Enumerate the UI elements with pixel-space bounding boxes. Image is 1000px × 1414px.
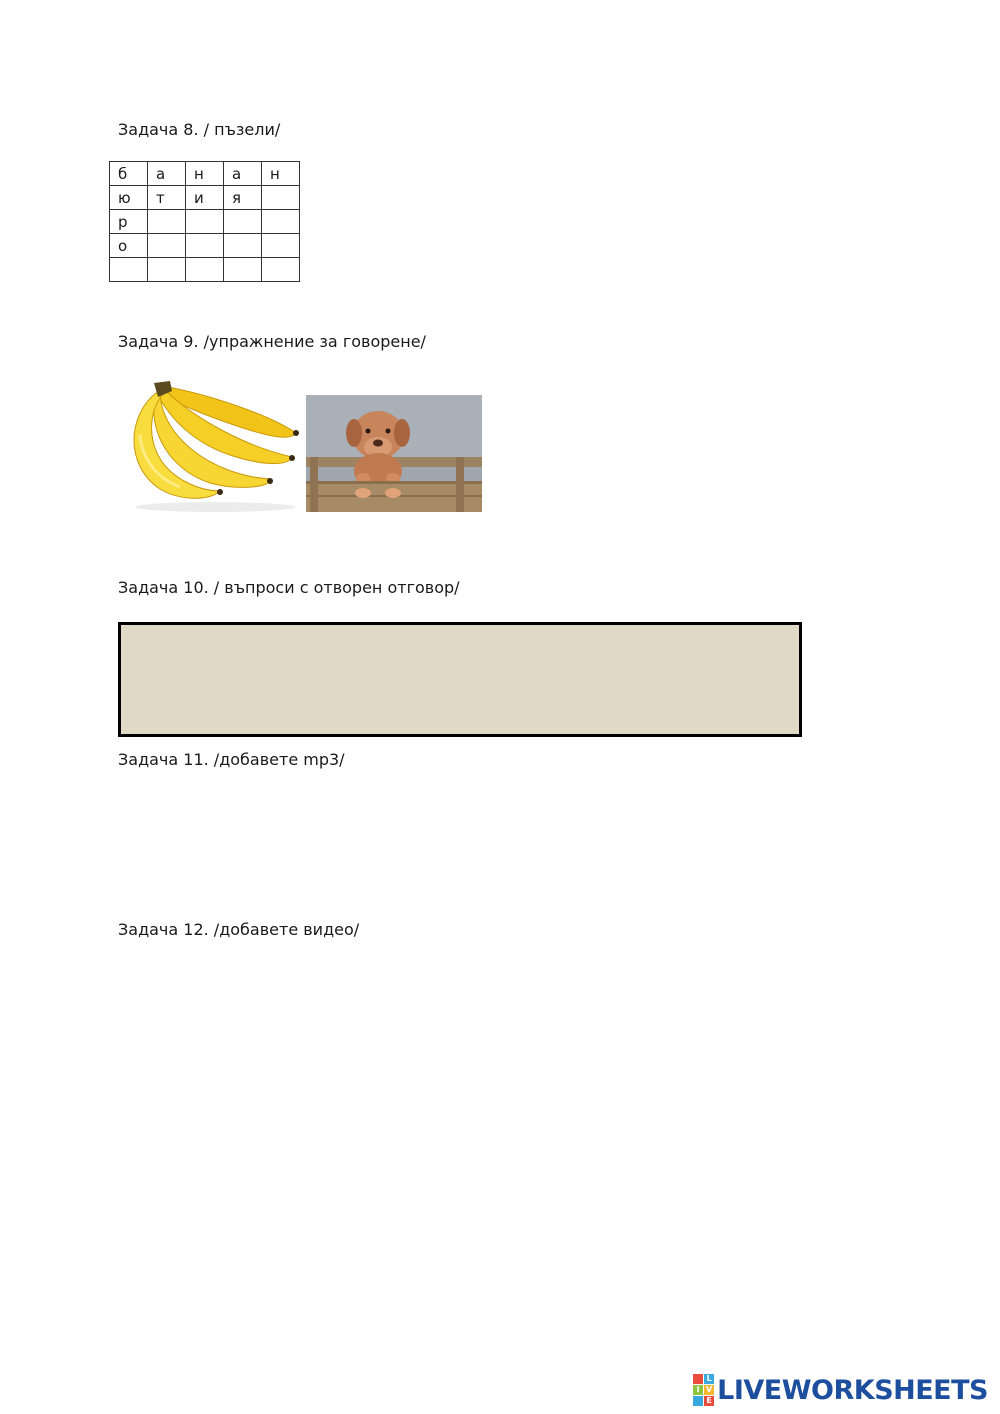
- puzzle-cell[interactable]: о: [110, 234, 148, 258]
- liveworksheets-logo-icon: [693, 1374, 714, 1406]
- puzzle-cell[interactable]: ю: [110, 186, 148, 210]
- task-8-title: Задача 8. / пъзели/: [118, 120, 281, 139]
- logo-letter: L: [704, 1374, 714, 1384]
- puzzle-cell[interactable]: [224, 258, 262, 282]
- puzzle-cell[interactable]: [224, 234, 262, 258]
- puzzle-cell[interactable]: н: [186, 162, 224, 186]
- puzzle-cell[interactable]: [262, 186, 300, 210]
- open-answer-box[interactable]: [118, 622, 802, 737]
- puzzle-cell[interactable]: [148, 258, 186, 282]
- puzzle-cell[interactable]: и: [186, 186, 224, 210]
- puzzle-cell[interactable]: [262, 258, 300, 282]
- puzzle-row: [110, 162, 300, 186]
- puzzle-cell[interactable]: я: [224, 186, 262, 210]
- liveworksheets-brand: [693, 1374, 988, 1406]
- puzzle-cell[interactable]: [110, 258, 148, 282]
- puzzle-cell[interactable]: [186, 234, 224, 258]
- puzzle-cell[interactable]: а: [148, 162, 186, 186]
- puzzle-cell[interactable]: а: [224, 162, 262, 186]
- puzzle-cell[interactable]: [224, 210, 262, 234]
- task-9-title: Задача 9. /упражнение за говорене/: [118, 332, 426, 351]
- logo-letter: E: [704, 1396, 714, 1406]
- crossword-puzzle: [109, 161, 300, 282]
- puzzle-row: [110, 210, 300, 234]
- puzzle-cell[interactable]: т: [148, 186, 186, 210]
- puzzle-row: [110, 234, 300, 258]
- logo-letter: I: [693, 1385, 703, 1395]
- task-12-title: Задача 12. /добавете видео/: [118, 920, 360, 939]
- puzzle-cell[interactable]: н: [262, 162, 300, 186]
- banana-image: [120, 375, 302, 515]
- puzzle-cell[interactable]: р: [110, 210, 148, 234]
- logo-letter: V: [706, 1385, 713, 1394]
- puzzle-row: [110, 258, 300, 282]
- puzzle-cell[interactable]: [148, 210, 186, 234]
- puzzle-cell[interactable]: б: [110, 162, 148, 186]
- task-11-title: Задача 11. /добавете mp3/: [118, 750, 345, 769]
- puzzle-cell[interactable]: [148, 234, 186, 258]
- puzzle-cell[interactable]: [262, 234, 300, 258]
- puppy-image: [306, 395, 482, 512]
- puzzle-cell[interactable]: [186, 210, 224, 234]
- task-10-title: Задача 10. / въпроси с отворен отговор/: [118, 578, 460, 597]
- puzzle-row: [110, 186, 300, 210]
- puzzle-cell[interactable]: [186, 258, 224, 282]
- puzzle-cell[interactable]: [262, 210, 300, 234]
- brand-name: LIVEWORKSHEETS: [717, 1374, 988, 1406]
